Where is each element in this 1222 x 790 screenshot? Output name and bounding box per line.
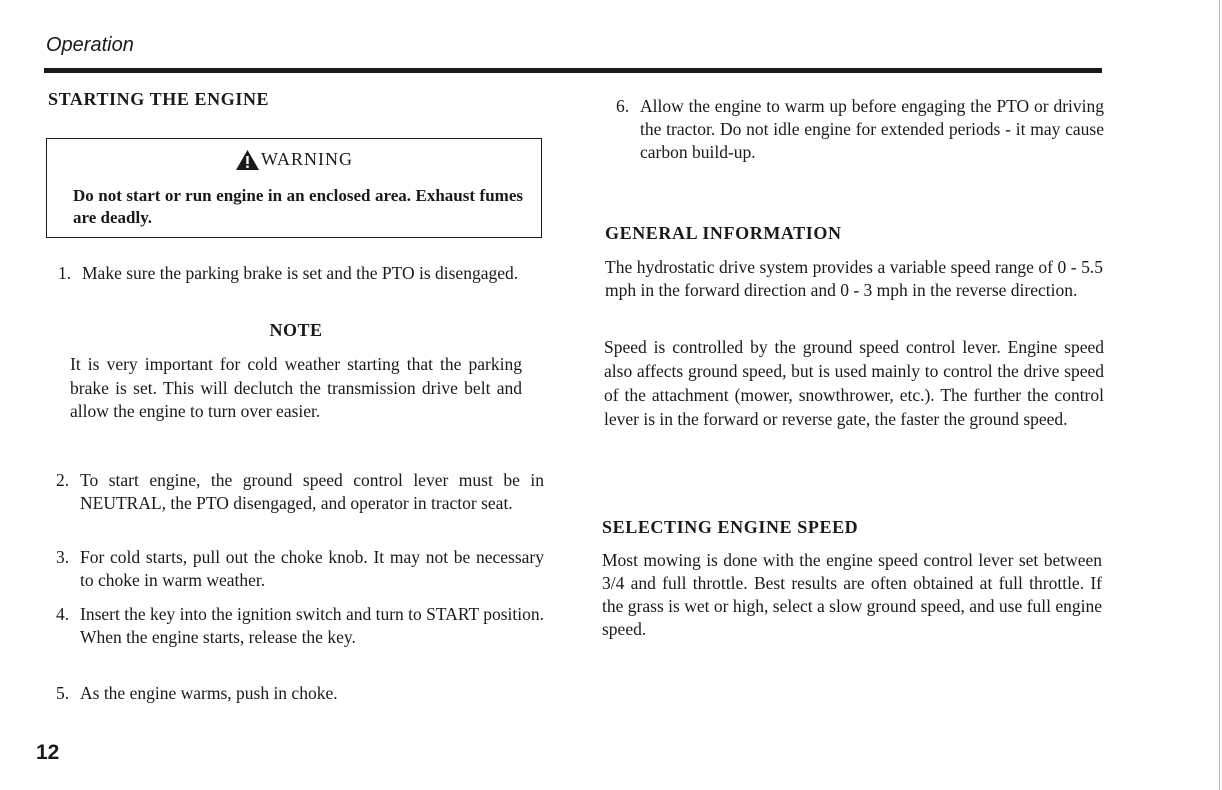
warning-title-text: WARNING: [261, 149, 353, 169]
step-3: [56, 546, 544, 592]
step-4-number: 4.: [56, 604, 70, 624]
note-title: NOTE: [269, 320, 323, 340]
step-1: [58, 262, 546, 285]
selecting-paragraph-1: Most mowing is done with the engine speed control lever set between 3/4 and full throttle. Best results are often obtained at full throttle. If the grass is wet or high, select a slow ground speed, and use full engine speed.: [602, 550, 1102, 639]
heading-starting-the-engine: STARTING THE ENGINE: [48, 89, 270, 109]
step-1-text: Make sure the parking brake is set and the PTO is disengaged.: [82, 263, 519, 283]
step-5-number: 5.: [56, 683, 70, 703]
warning-title: [47, 149, 541, 171]
step-2: [56, 469, 544, 515]
general-paragraph-2: Speed is controlled by the ground speed control lever. Engine speed also affects ground speed, but is used mainly to control the drive speed of the attachment (mower, snowthrower, etc.). The further the control lever is in the forward or reverse gate, the faster the ground speed.: [604, 337, 1104, 429]
step-2-text: To start engine, the ground speed control lever must be in NEUTRAL, the PTO disengaged, and operator in tractor seat.: [80, 470, 544, 513]
step-6: [616, 95, 1104, 164]
step-6-text: Allow the engine to warm up before engaging the PTO or driving the tractor. Do not idle engine for extended periods - it may cause carbon build-up.: [640, 96, 1104, 162]
step-6-number: 6.: [616, 96, 630, 116]
page-number: 12: [36, 741, 60, 764]
general-paragraph-1: The hydrostatic drive system provides a variable speed range of 0 - 5.5 mph in the forward direction and 0 - 3 mph in the reverse direction.: [605, 257, 1103, 300]
step-3-number: 3.: [56, 547, 70, 567]
header-rule: [44, 68, 1102, 73]
warning-box: [46, 138, 542, 238]
note-text: It is very important for cold weather starting that the parking brake is set. This will declutch the transmission drive belt and allow the engine to turn over easier.: [70, 354, 522, 421]
section-header-title: Operation: [46, 34, 134, 56]
warning-triangle-icon: [235, 149, 260, 171]
heading-selecting-engine-speed: SELECTING ENGINE SPEED: [602, 517, 859, 537]
step-4-text: Insert the key into the ignition switch and turn to START position. When the engine starts, release the key.: [80, 604, 544, 647]
step-5: [56, 682, 544, 705]
page-edge-rule: [1219, 0, 1220, 790]
warning-text: Do not start or run engine in an enclosed area. Exhaust fumes are deadly.: [73, 186, 523, 227]
step-3-text: For cold starts, pull out the choke knob. It may not be necessary to choke in warm weather.: [80, 547, 544, 590]
heading-general-information: GENERAL INFORMATION: [605, 223, 842, 243]
step-5-text: As the engine warms, push in choke.: [80, 683, 338, 703]
step-1-number: 1.: [58, 263, 72, 283]
step-2-number: 2.: [56, 470, 70, 490]
step-4: [56, 603, 544, 649]
